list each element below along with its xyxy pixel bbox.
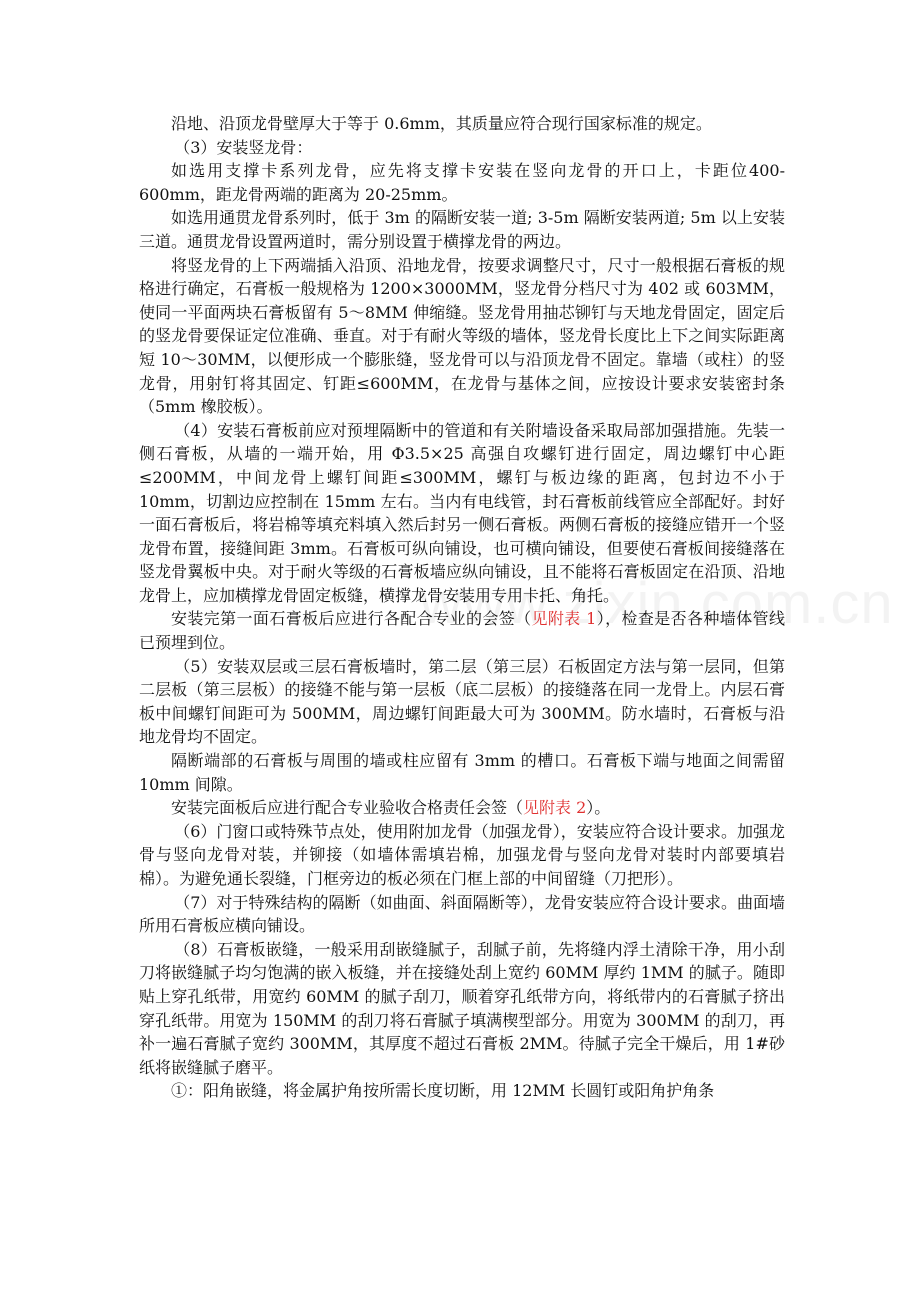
paragraph: 隔断端部的石膏板与周围的墙或柱应留有 3mm 的槽口。石膏板下端与地面之间需留 10mm 间隙。 bbox=[139, 751, 785, 794]
paragraph: 如选用支撑卡系列龙骨，应先将支撑卡安装在竖向龙骨的开口上，卡距位400-600mm，距龙骨两端的距离为 20-25mm。 bbox=[139, 161, 785, 204]
paragraph: 将竖龙骨的上下两端插入沿顶、沿地龙骨，按要求调整尺寸，尺寸一般根据石膏板的规格进行确定，石膏板一般规格为 1200×3000MM，竖龙骨分档尺寸为 402 或 603MM，使同一平面两块石膏板留有 5～8MM 伸缩缝。竖龙骨用抽芯铆钉与天地龙骨固定，固定后的竖龙骨要保证定位准确、垂直。对于有耐火等级的墙体，竖龙骨长度比上下之间实际距离短 10～30MM，以便形成一个膨胀缝，竖龙骨可以与沿顶龙骨不固定。靠墙（或柱）的竖龙骨，用射钉将其固定、钉距≤600MM，在龙骨与基体之间，应按设计要求安装密封条（5mm 橡胶板）。 bbox=[139, 255, 785, 417]
paragraph: 安装完第一面石膏板后应进行各配合专业的会签（见附表 1），检查是否各种墙体管线已预埋到位。 bbox=[139, 609, 785, 653]
paragraph: （6）门窗口或特殊节点处，使用附加龙骨（加强龙骨），安装应符合设计要求。加强龙骨与竖向龙骨对装，并铆接（如墙体需填岩棉，加强龙骨与竖向龙骨对装时内部要填岩棉）。为避免通长裂缝，门框旁边的板必须在门框上部的中间留缝（刀把形）。 bbox=[139, 821, 785, 888]
document-body bbox=[139, 112, 785, 1103]
section-heading: （3）安装竖龙骨： bbox=[174, 137, 313, 157]
paragraph: ①：阳角嵌缝，将金属护角按所需长度切断，用 12MM 长圆钉或阳角护角条 bbox=[171, 1081, 715, 1101]
paragraph: （4）安装石膏板前应对预埋隔断中的管道和有关附墙设备采取局部加强措施。先装一侧石膏板，从墙的一端开始，用 Φ3.5×25 高强自攻螺钉进行固定，周边螺钉中心距≤200MM，中间龙骨上螺钉间距≤300MM，螺钉与板边缘的距离，包封边不小于 10mm，切割边应控制在 15mm 左右。当内有电线管，封石膏板前线管应全部配好。封好一面石膏板后，将岩棉等填充料填入然后封另一侧石膏板。两侧石膏板的接缝应错开一个竖龙骨布置，接缝间距 3mm。石膏板可纵向铺设，也可横向铺设，但要使石膏板间接缝落在竖龙骨翼板中央。对于耐火等级的石膏板墙应纵向铺设，且不能将石膏板固定在沿顶、沿地龙骨上，应加横撑龙骨固定板缝，横撑龙骨安装用专用卡托、角托。 bbox=[139, 420, 785, 605]
paragraph: 安装完面板后应进行配合专业验收合格责任会签（见附表 2）。 bbox=[171, 798, 611, 818]
appendix-link-2[interactable]: 见附表 2 bbox=[523, 798, 587, 818]
paragraph: （8）石膏板嵌缝，一般采用刮嵌缝腻子，刮腻子前，先将缝内浮土清除干净，用小刮刀将嵌缝腻子均匀饱满的嵌入板缝，并在接缝处刮上宽约 60MM 厚约 1MM 的腻子。随即贴上穿孔纸带，用宽约 60MM 的腻子刮刀，顺着穿孔纸带方向，将纸带内的石膏腻子挤出穿孔纸带。用宽为 150MM 的刮刀将石膏腻子填满楔型部分。用宽为 300MM 的刮刀，再补一遍石膏腻子宽约 300MM，其厚度不超过石膏板 2MM。待腻子完全干燥后，用 1#砂纸将嵌缝腻子磨平。 bbox=[139, 939, 785, 1077]
paragraph: （5）安装双层或三层石膏板墙时，第二层（第三层）石板固定方法与第一层同，但第二层板（第三层板）的接缝不能与第一层板（底二层板）的接缝落在同一龙骨上。内层石膏板中间螺钉间距可为 500MM，周边螺钉间距最大可为 300MM。防水墙时，石膏板与沿地龙骨均不固定。 bbox=[139, 656, 785, 747]
paragraph: 如选用通贯龙骨系列时，低于 3m 的隔断安装一道; 3-5m 隔断安装两道; 5m 以上安装三道。通贯龙骨设置两道时，需分别设置于横撑龙骨的两边。 bbox=[139, 208, 785, 251]
paragraph: 沿地、沿顶龙骨壁厚大于等于 0.6mm，其质量应符合现行国家标准的规定。 bbox=[171, 114, 712, 133]
appendix-link-1[interactable]: 见附表 1 bbox=[531, 609, 597, 629]
paragraph: （7）对于特殊结构的隔断（如曲面、斜面隔断等），龙骨安装应符合设计要求。曲面墙所用石膏板应横向铺设。 bbox=[139, 892, 785, 936]
